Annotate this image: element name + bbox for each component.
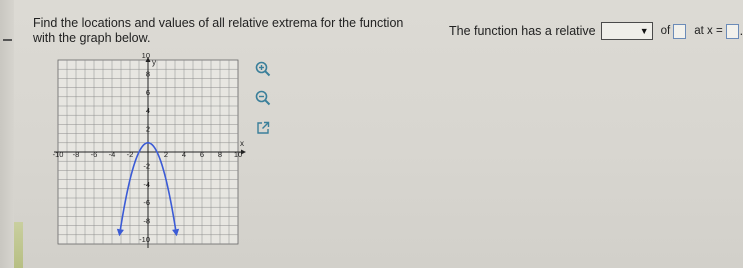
x-location-input[interactable] (726, 24, 739, 39)
y-tick-label: -6 (143, 198, 150, 208)
x-tick-label: -2 (126, 149, 134, 159)
dropdown-arrow-icon: ▼ (639, 25, 649, 36)
collapse-handle-icon[interactable] (3, 39, 12, 41)
graph (48, 51, 248, 256)
of-label: of (660, 25, 671, 37)
x-tick-label: 2 (163, 149, 169, 159)
zoom-in-icon (255, 61, 271, 77)
extremum-type-dropdown[interactable] (601, 22, 653, 40)
question-text: Find the locations and values of all relative extrema for the function with the graph below. (33, 16, 404, 45)
y-axis-label: y (152, 58, 156, 67)
zoom-in-button[interactable] (254, 60, 272, 78)
y-tick-label: 8 (145, 69, 150, 79)
at-x-label: at x = (694, 25, 723, 37)
x-tick-label: 4 (181, 149, 187, 159)
left-edge-strip (14, 222, 23, 268)
popout-button[interactable] (254, 119, 272, 137)
zoom-out-button[interactable] (254, 89, 272, 107)
y-tick-label: 2 (145, 124, 150, 134)
x-tick-label: -6 (90, 149, 98, 159)
y-tick-label: -2 (143, 161, 150, 171)
y-tick-label: 10 (141, 51, 150, 60)
x-tick-label: -4 (108, 149, 116, 159)
x-tick-label: 8 (217, 149, 223, 159)
x-tick-label: -10 (52, 149, 64, 159)
x-axis-label: x (240, 139, 244, 148)
extremum-value-input[interactable] (673, 24, 686, 39)
popout-icon (255, 120, 271, 136)
x-tick-label: 6 (199, 149, 205, 159)
sentence-period: . (739, 24, 743, 38)
x-tick-label: 10 (233, 149, 243, 159)
zoom-out-icon (255, 90, 271, 106)
y-tick-label: -4 (143, 179, 150, 189)
y-tick-label: 4 (145, 106, 150, 116)
y-tick-label: 6 (145, 87, 150, 97)
y-tick-label: -10 (139, 235, 150, 244)
x-tick-label: -8 (72, 149, 80, 159)
answer-row (449, 20, 743, 42)
y-tick-label: -8 (143, 216, 150, 226)
answer-prefix: The function has a relative (449, 24, 596, 38)
